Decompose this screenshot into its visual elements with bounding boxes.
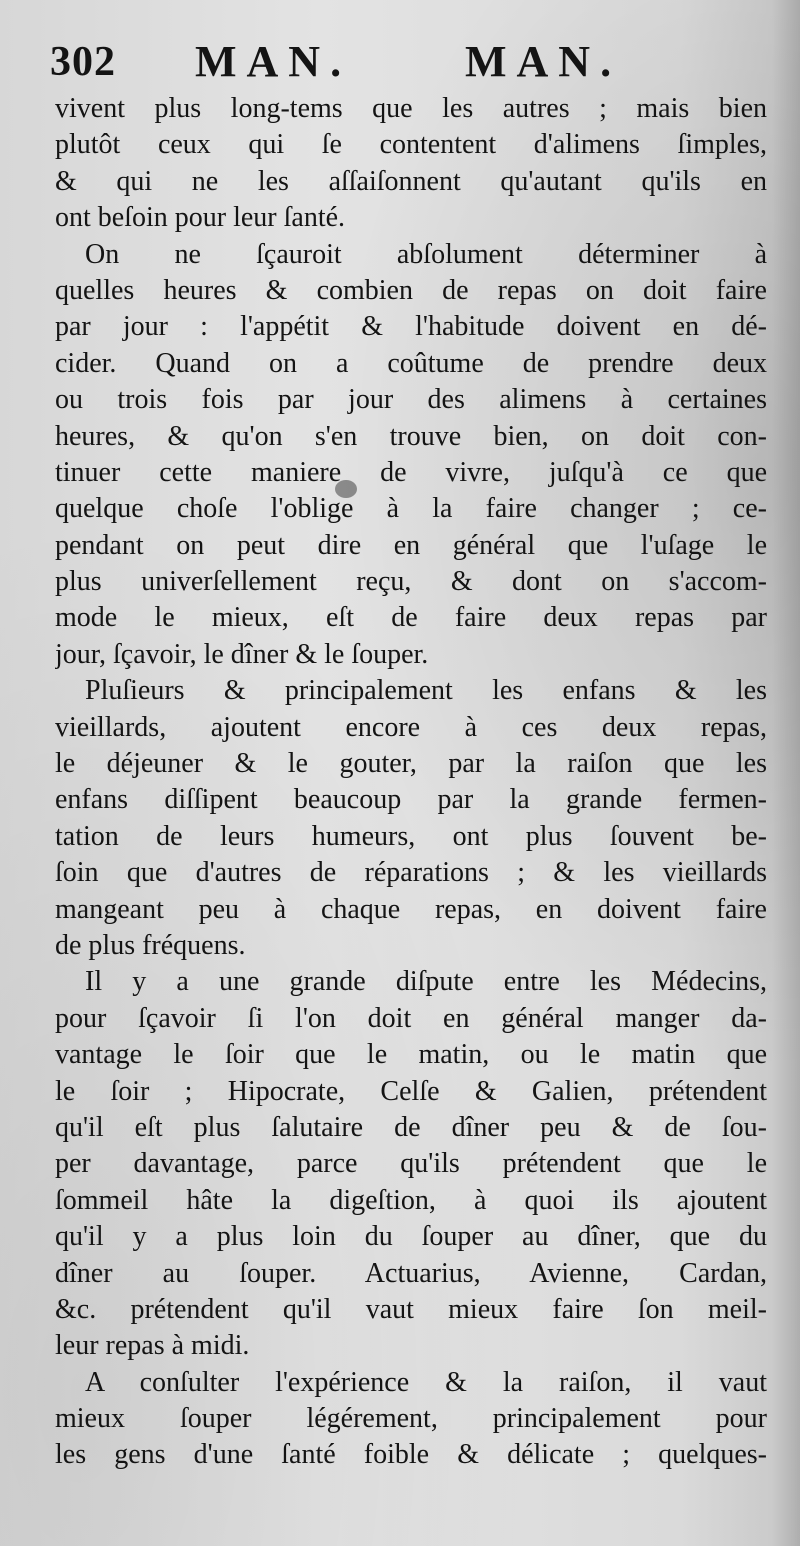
page-number: 302 xyxy=(50,39,116,85)
text-line: les gens d'une ſanté foible & délicate ; quelques- xyxy=(55,1439,767,1471)
text-line: tinuer cette maniere de vivre, juſqu'à ce que xyxy=(55,456,767,488)
text-line: ou trois fois par jour des alimens à certaines xyxy=(55,384,767,416)
page-edge-shadow xyxy=(772,0,800,1546)
text-line: A conſulter l'expérience & la raiſon, il vaut xyxy=(85,1366,767,1398)
text-line: &c. prétendent qu'il vaut mieux faire ſon meil- xyxy=(55,1293,767,1325)
text-line: On ne ſçauroit abſolument déterminer à xyxy=(85,238,767,270)
text-line: plus univerſellement reçu, & dont on s'accom- xyxy=(55,566,767,598)
text-line: enfans diſſipent beaucoup par la grande fermen- xyxy=(55,784,767,816)
text-line: pendant on peut dire en général que l'uſage le xyxy=(55,529,767,561)
text-line: le déjeuner & le gouter, par la raiſon que les xyxy=(55,748,767,780)
text-line: tation de leurs humeurs, ont plus ſouvent be- xyxy=(55,820,767,852)
text-line: mieux ſouper légérement, principalement pour xyxy=(55,1403,767,1435)
text-line: ſommeil hâte la digeſtion, à quoi ils ajoutent xyxy=(55,1184,767,1216)
text-line: heures, & qu'on s'en trouve bien, on doit con- xyxy=(55,420,767,452)
ink-blot xyxy=(335,480,357,498)
text-line: dîner au ſouper. Actuarius, Avienne, Cardan, xyxy=(55,1257,767,1289)
text-line: mangeant peu à chaque repas, en doivent faire xyxy=(55,893,767,925)
text-line: mode le mieux, eſt de faire deux repas par xyxy=(55,602,767,634)
text-line: par jour : l'appétit & l'habitude doivent en dé- xyxy=(55,311,767,343)
running-head-right: MAN. xyxy=(465,37,622,86)
text-line: leur repas à midi. xyxy=(55,1330,250,1362)
text-line: quelque choſe l'oblige à la faire changer ; ce- xyxy=(55,493,767,525)
body-text xyxy=(55,91,767,1474)
running-head-left: MAN. xyxy=(195,37,352,86)
text-line: Il y a une grande diſpute entre les Médecins, xyxy=(85,966,767,998)
text-line: pour ſçavoir ſi l'on doit en général manger da- xyxy=(55,1002,767,1034)
page-header xyxy=(50,30,770,90)
text-line: ſoin que d'autres de réparations ; & les vieillards xyxy=(55,857,767,889)
text-line: vieillards, ajoutent encore à ces deux repas, xyxy=(55,711,767,743)
text-line: le ſoir ; Hipocrate, Celſe & Galien, prétendent xyxy=(55,1075,767,1107)
text-line: & qui ne les aſſaiſonnent qu'autant qu'ils en xyxy=(55,165,767,197)
text-line: per davantage, parce qu'ils prétendent que le xyxy=(55,1148,767,1180)
text-line: ont beſoin pour leur ſanté. xyxy=(55,202,346,234)
text-line: Pluſieurs & principalement les enfans & les xyxy=(85,675,767,707)
text-line: jour, ſçavoir, le dîner & le ſouper. xyxy=(55,638,429,670)
text-line: quelles heures & combien de repas on doit faire xyxy=(55,274,767,306)
text-line: cider. Quand on a coûtume de prendre deux xyxy=(55,347,767,379)
text-line: plutôt ceux qui ſe contentent d'alimens ſimples, xyxy=(55,129,767,161)
text-line: qu'il y a plus loin du ſouper au dîner, que du xyxy=(55,1221,767,1253)
text-line: de plus fréquens. xyxy=(55,929,246,961)
text-line: vivent plus long-tems que les autres ; mais bien xyxy=(55,93,767,124)
text-line: qu'il eſt plus ſalutaire de dîner peu & de ſou- xyxy=(55,1111,767,1143)
text-line: vantage le ſoir que le matin, ou le matin que xyxy=(55,1039,767,1071)
